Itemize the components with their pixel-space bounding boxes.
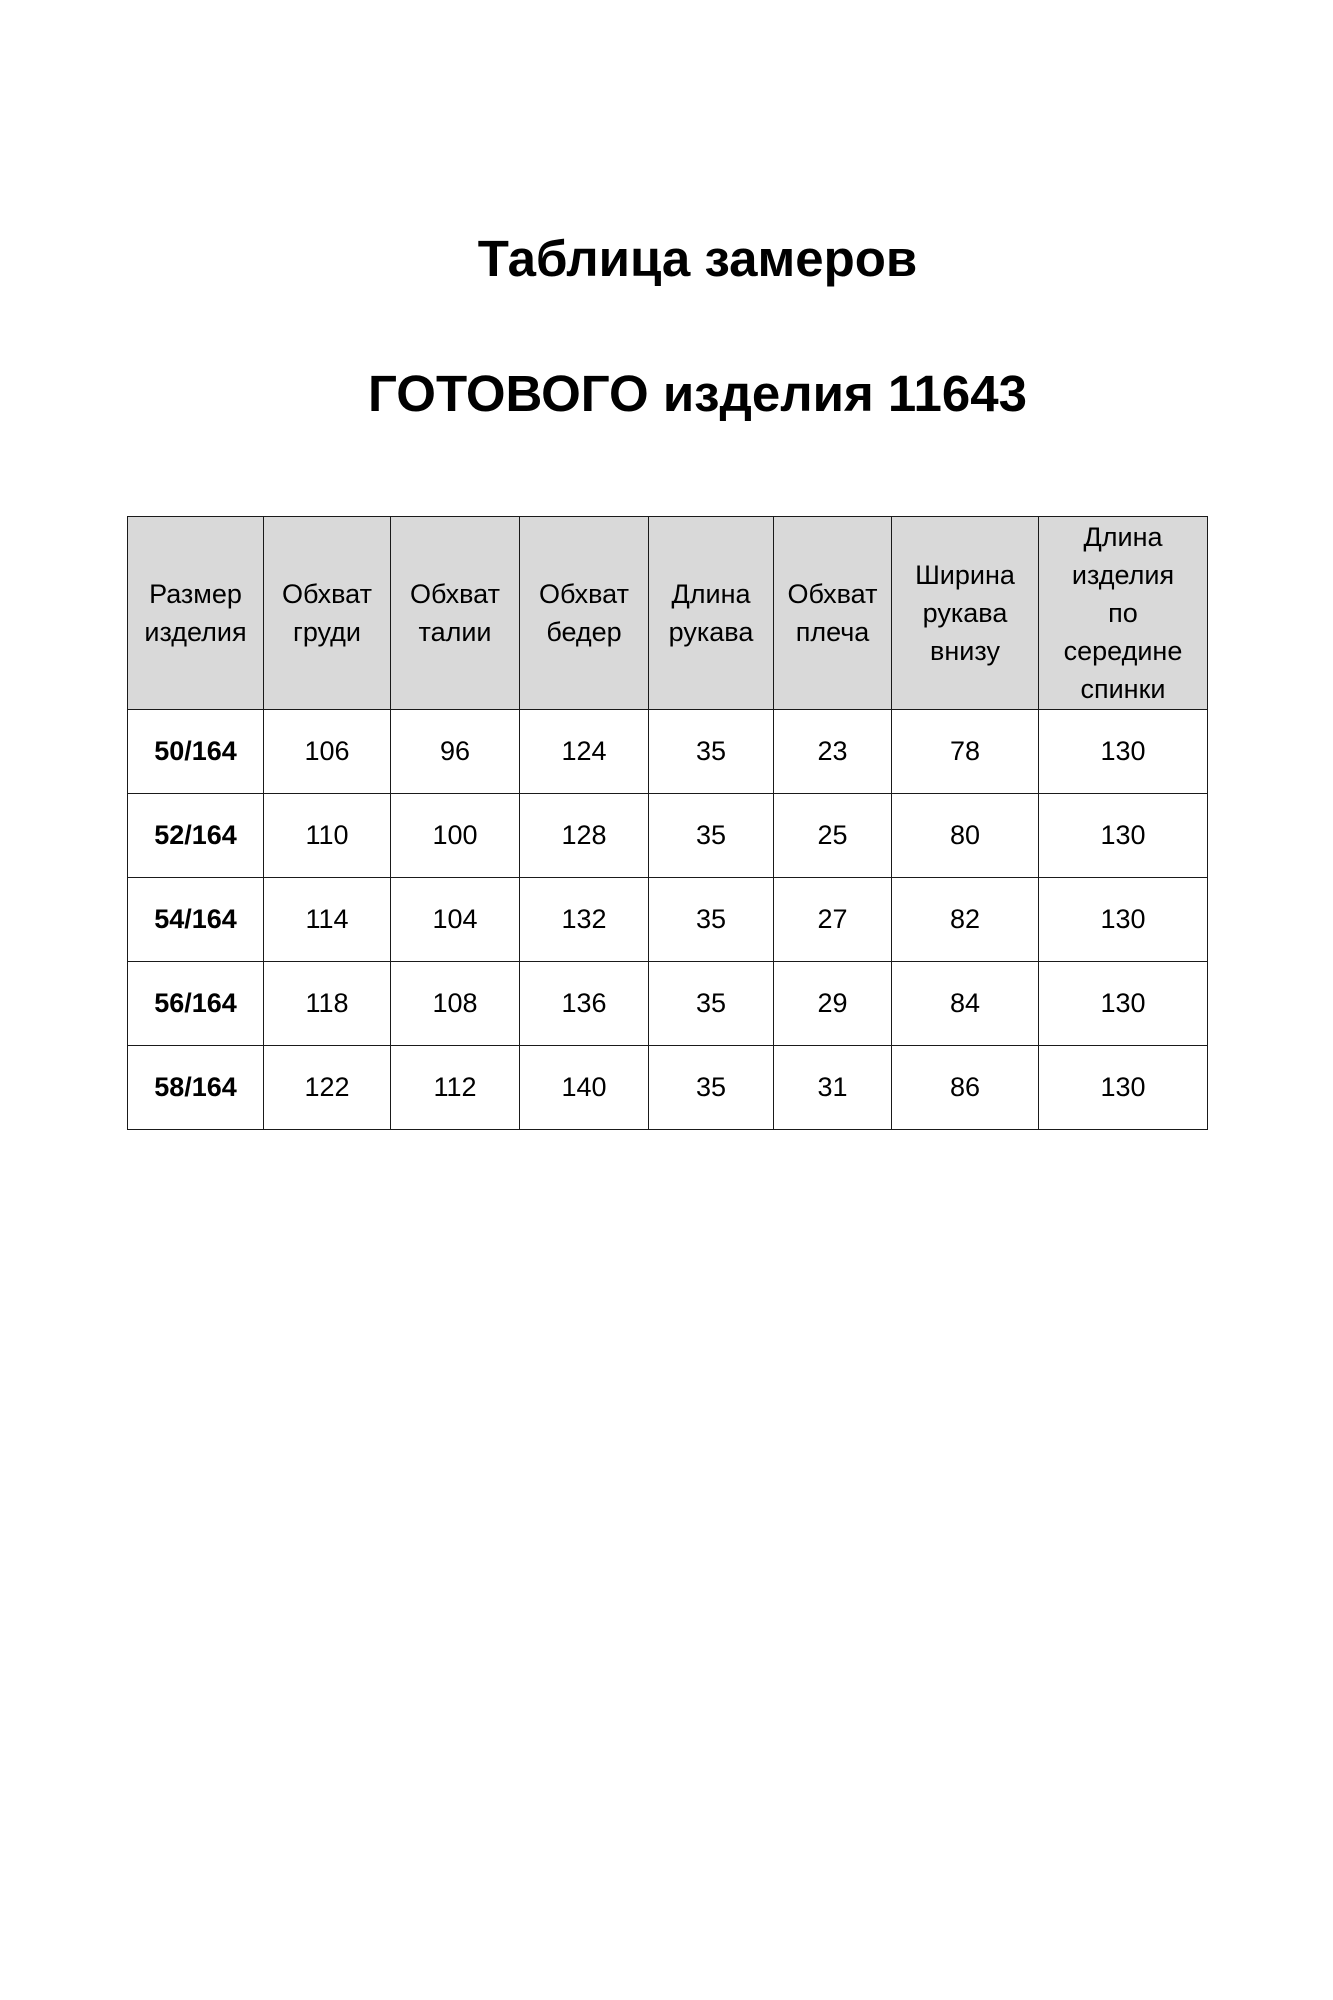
header-back-length: Длина изделия по середине спинки	[1039, 517, 1208, 710]
header-chest: Обхват груди	[264, 517, 391, 710]
table-row	[128, 878, 1208, 962]
page-subtitle: ГОТОВОГО изделия 11643	[368, 365, 1027, 422]
table-cell: 114	[264, 878, 391, 962]
table-cell: 96	[391, 710, 520, 794]
table-cell: 86	[892, 1046, 1039, 1130]
header-waist: Обхват талии	[391, 517, 520, 710]
table-cell: 35	[649, 962, 774, 1046]
table-cell: 124	[520, 710, 649, 794]
table-cell: 130	[1039, 794, 1208, 878]
header-hips: Обхват бедер	[520, 517, 649, 710]
page-title: Таблица замеров	[477, 230, 918, 287]
measurements-table	[127, 516, 1208, 1130]
table-cell: 35	[649, 794, 774, 878]
table-cell: 25	[774, 794, 892, 878]
table-cell: 118	[264, 962, 391, 1046]
table-cell: 35	[649, 1046, 774, 1130]
table-cell: 128	[520, 794, 649, 878]
header-sleeve-width: Ширина рукава внизу	[892, 517, 1039, 710]
table-cell: 132	[520, 878, 649, 962]
size-cell: 56/164	[128, 962, 264, 1046]
table-cell: 130	[1039, 962, 1208, 1046]
table-cell: 35	[649, 710, 774, 794]
header-shoulder: Обхват плеча	[774, 517, 892, 710]
table-header-row	[128, 517, 1208, 710]
table-row	[128, 1046, 1208, 1130]
table-cell: 130	[1039, 710, 1208, 794]
table-cell: 136	[520, 962, 649, 1046]
table-cell: 112	[391, 1046, 520, 1130]
table-cell: 80	[892, 794, 1039, 878]
table-cell: 130	[1039, 878, 1208, 962]
table-cell: 108	[391, 962, 520, 1046]
table-row	[128, 794, 1208, 878]
size-cell: 50/164	[128, 710, 264, 794]
table-row	[128, 962, 1208, 1046]
table-cell: 23	[774, 710, 892, 794]
table-cell: 27	[774, 878, 892, 962]
size-cell: 58/164	[128, 1046, 264, 1130]
table-cell: 110	[264, 794, 391, 878]
header-size: Размер изделия	[128, 517, 264, 710]
table-cell: 78	[892, 710, 1039, 794]
table-cell: 104	[391, 878, 520, 962]
table-cell: 29	[774, 962, 892, 1046]
table-cell: 100	[391, 794, 520, 878]
table-cell: 130	[1039, 1046, 1208, 1130]
table-cell: 82	[892, 878, 1039, 962]
table-cell: 35	[649, 878, 774, 962]
table-cell: 84	[892, 962, 1039, 1046]
size-cell: 52/164	[128, 794, 264, 878]
header-sleeve-length: Длина рукава	[649, 517, 774, 710]
table-row	[128, 710, 1208, 794]
table-cell: 106	[264, 710, 391, 794]
table-cell: 140	[520, 1046, 649, 1130]
table-cell: 31	[774, 1046, 892, 1130]
size-cell: 54/164	[128, 878, 264, 962]
table-cell: 122	[264, 1046, 391, 1130]
